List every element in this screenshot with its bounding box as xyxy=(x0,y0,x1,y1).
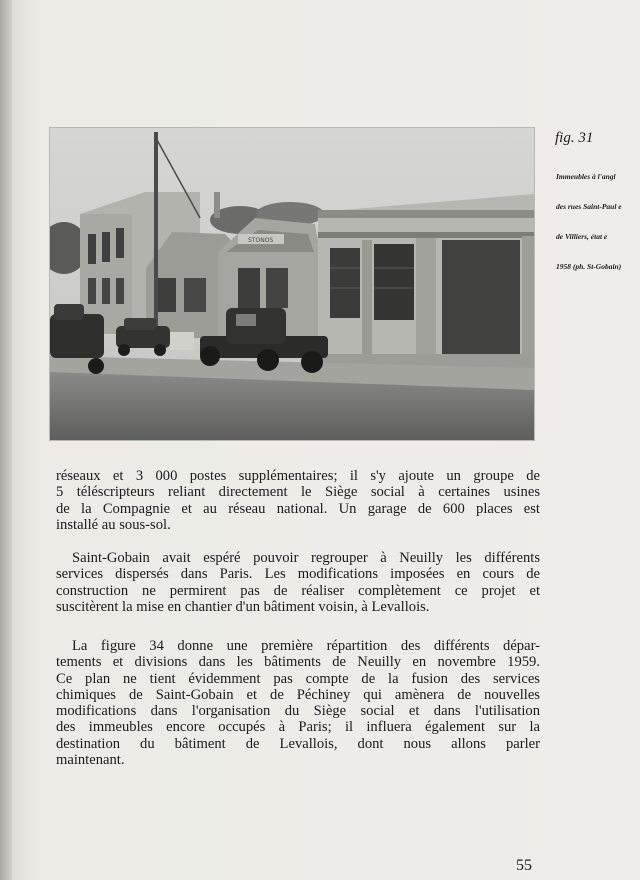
text-line: Ce plan ne tient évidemment pas compte de la fusion des services xyxy=(56,670,540,687)
text-line: Saint-Gobain avait espéré pouvoir regrouper à Neuilly les différents xyxy=(72,550,540,566)
photo-sign-text: STONOS xyxy=(248,237,274,244)
text-line: suscitèrent la mise en chantier d'un bâtiment voisin, à Levallois. xyxy=(56,598,430,615)
figure-caption-line: de Villiers, état e xyxy=(556,232,608,241)
text-line: installé au sous-sol. xyxy=(56,516,171,533)
text-line: services dispersés dans Paris. Les modifications imposées en cours de xyxy=(56,566,540,583)
page-binding-edge xyxy=(0,0,12,880)
body-paragraph xyxy=(56,468,540,533)
text-line: de la Compagnie et au réseau national. Un garage de 600 places est xyxy=(56,500,540,517)
text-line: maintenant. xyxy=(56,752,125,769)
text-line: chimiques de Saint-Gobain et de Péchiney qui amènera de nouvelles xyxy=(56,686,540,703)
text-line: construction ne permirent pas de réaliser complètement ce projet et xyxy=(56,582,540,599)
figure-caption-line: 1958 (ph. St-Gobain) xyxy=(556,262,622,271)
body-paragraph xyxy=(56,550,540,615)
text-line: 5 téléscripteurs reliant directement le Siège social à certaines usines xyxy=(56,484,540,501)
figure-caption xyxy=(556,152,640,282)
text-line: La figure 34 donne une première répartition des différents dépar- xyxy=(72,638,540,654)
text-line: tements et divisions dans les bâtiments de Neuilly en novembre 1959. xyxy=(56,654,540,671)
figure-label: fig. 31 xyxy=(555,130,594,146)
text-line: destination du bâtiment de Levallois, dont nous allons parler xyxy=(56,735,540,752)
figure-caption-line: Immeubles à l'angl xyxy=(556,172,616,181)
body-paragraph xyxy=(56,638,540,768)
text-line: des immeubles encore occupés à Paris; il influera également sur la xyxy=(56,719,540,736)
text-line: réseaux et 3 000 postes supplémentaires; il s'y ajoute un groupe de xyxy=(56,468,540,484)
photo-street-buildings xyxy=(50,128,534,440)
text-line: modifications dans l'organisation du Siège social et dans l'utilisation xyxy=(56,703,540,720)
figure-caption-line: des rues Saint-Paul e xyxy=(556,202,622,211)
page-number: 55 xyxy=(516,857,532,874)
